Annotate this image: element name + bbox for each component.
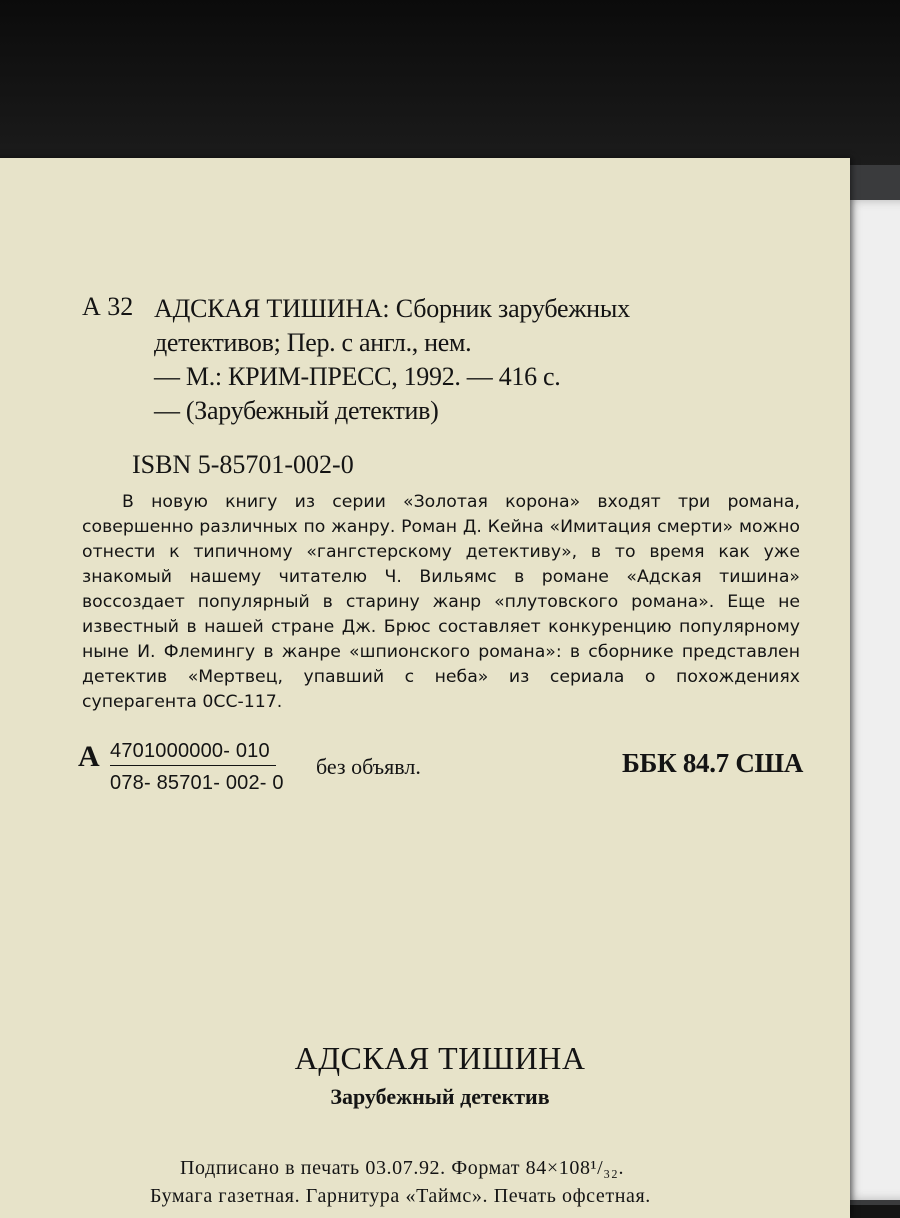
catalog-line-series: — (Зарубежный детектив) (154, 396, 439, 425)
imprint (150, 1154, 830, 1210)
catalog-index-block (78, 738, 818, 798)
facing-page (846, 200, 900, 1200)
catalog-line-translation: детективов; Пер. с англ., нем. (154, 328, 472, 357)
catalog-code: А 32 (82, 292, 134, 321)
background-shadow (0, 0, 900, 170)
book-page (0, 158, 850, 1218)
index-note: без объявл. (316, 754, 421, 779)
imprint-line-2: Бумага газетная. Гарнитура «Таймс». Печать офсетная. (150, 1185, 651, 1207)
catalog-description (154, 292, 754, 428)
index-letter: А (78, 740, 100, 773)
annotation (82, 490, 800, 715)
imprint-line-1: Подписано в печать 03.07.92. Формат 84×108¹/₃₂. (180, 1157, 625, 1179)
annotation-text: В новую книгу из серии «Золотая корона» входят три романа, совершенно различных по жанру. Роман Д. Кейна «Имитация смерти» можно отнести к типичному «гангстерскому детективу», в то время как уже знакомый нашему читателю Ч. Вильямс в романе «Адская тишина» воссоздает популярный в старину жанр «плутовского романа». Еще не известный в нашей стране Дж. Брюс составляет конкуренцию популярному ныне И. Флемингу в жанре «шпионского романа»: в сборнике представлен детектив «Мертвец, упавший с неба» из сериала о похождениях суперагента 0СС-117. (82, 492, 800, 712)
isbn: ISBN 5-85701-002-0 (132, 450, 354, 479)
index-number-top: 4701000000- 010 (110, 740, 276, 766)
book-title: АДСКАЯ ТИШИНА (294, 1040, 586, 1076)
catalog-line-title: АДСКАЯ ТИШИНА: Сборник зарубежных (154, 294, 630, 323)
book-series: Зарубежный детектив (330, 1084, 550, 1109)
catalog-line-publisher: — М.: КРИМ-ПРЕСС, 1992. — 416 с. (154, 362, 561, 391)
bbk-code: ББК 84.7 США (622, 748, 804, 778)
index-number-bottom: 078- 85701- 002- 0 (110, 772, 284, 794)
